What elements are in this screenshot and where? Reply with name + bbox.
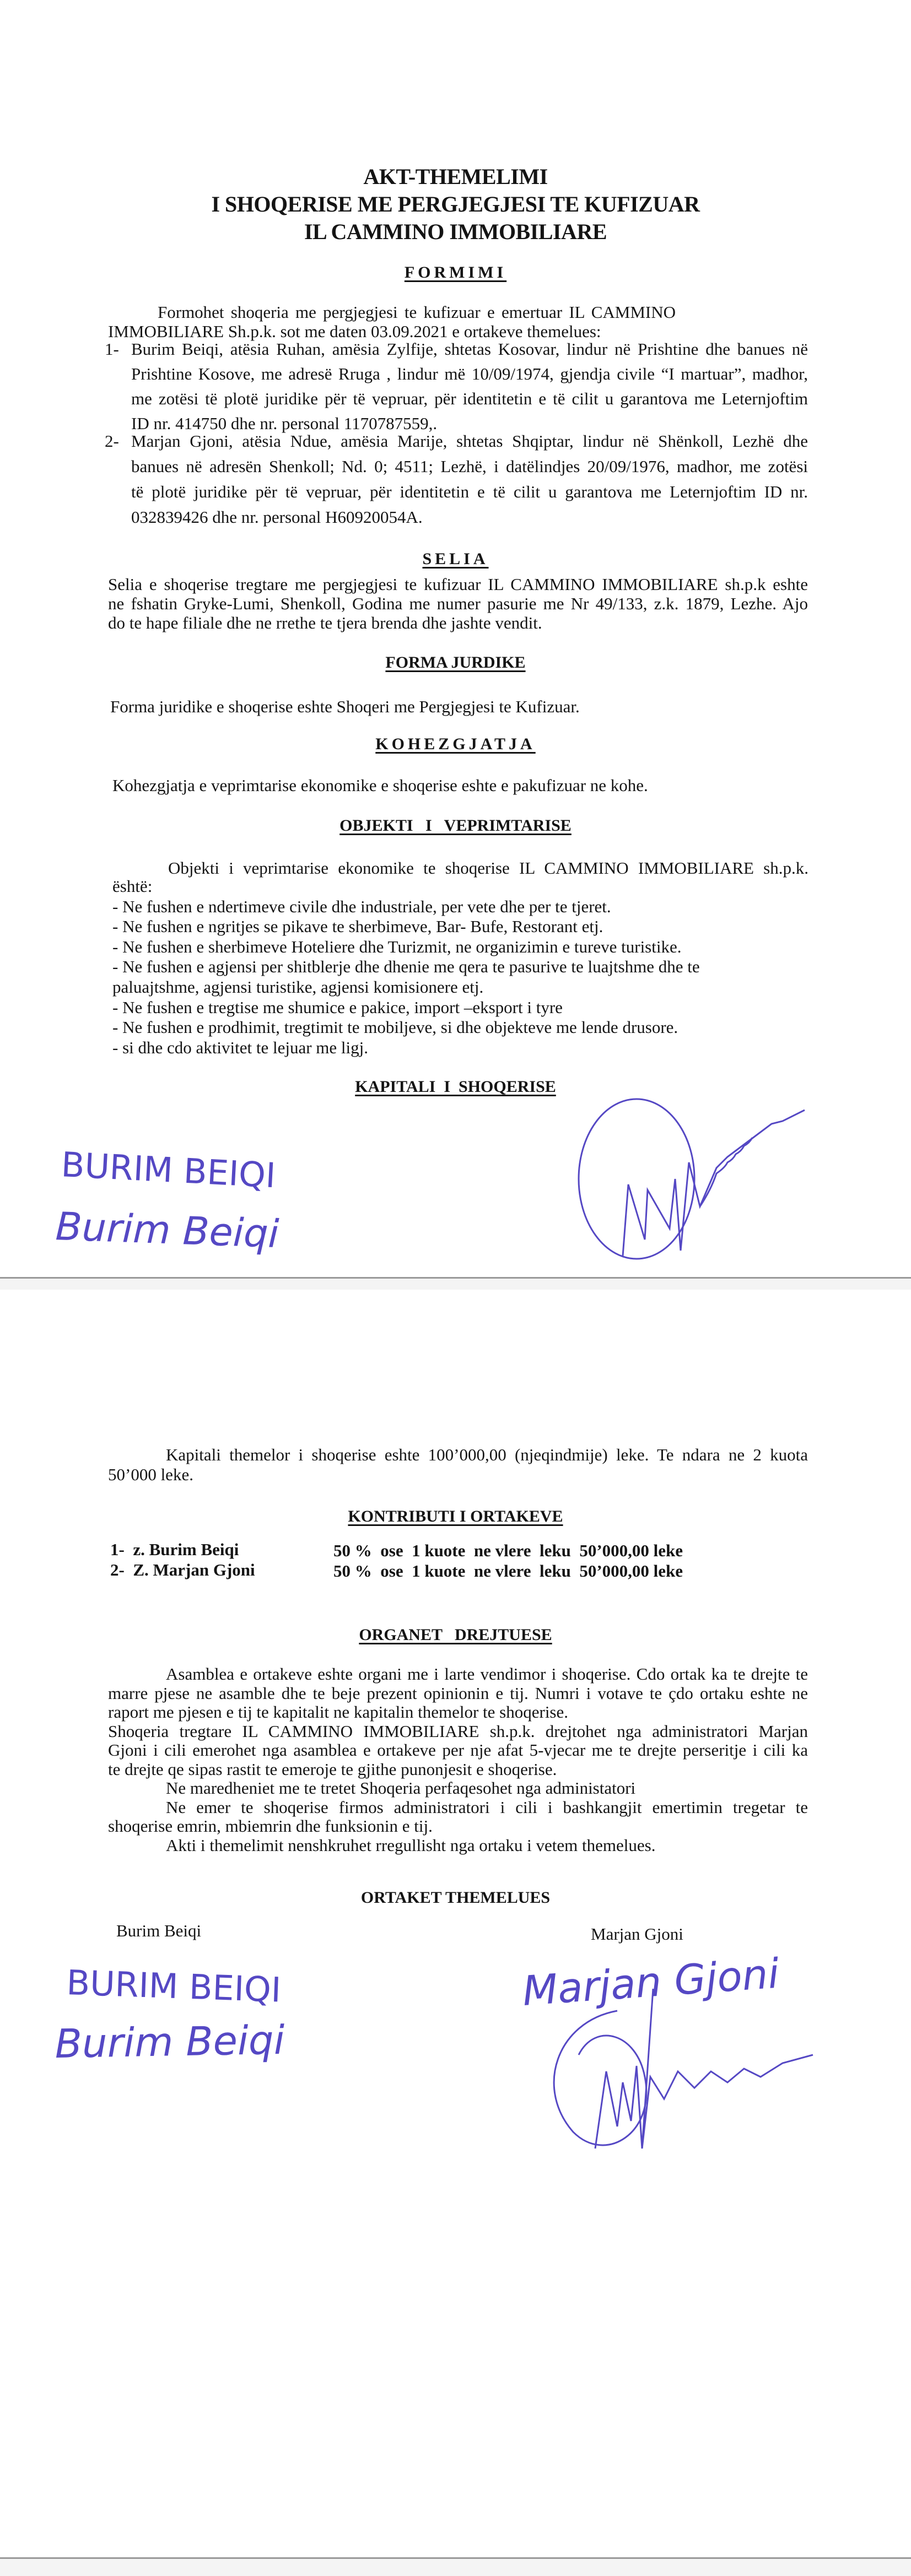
signature-text: Marjan Gjoni: [521, 1950, 781, 2015]
title-line: AKT-THEMELIMI: [363, 164, 548, 189]
text-line: ID nr. 414750 dhe nr. personal 1170787559,.: [131, 414, 438, 433]
contribution-name: 1- z. Burim Beiqi: [110, 1540, 239, 1559]
heading-text: SELIA: [422, 550, 489, 568]
text-line: IMMOBILIARE Sh.p.k. sot me daten 03.09.2021 e ortakeve themelues:: [108, 322, 601, 341]
selia-text: [108, 575, 808, 632]
text-line: Kapitali themelor i shoqerise eshte 100’000,00 (njeqindmije) leke. Te ndara ne 2 kuota: [166, 1445, 808, 1464]
heading-organet: [0, 1625, 911, 1645]
partner-number: 1-: [105, 339, 119, 359]
text-line: Formohet shoqeria me pergjegjesi te kufizuar e emertuar IL CAMMINO: [158, 302, 676, 322]
text-line: Shoqeria tregtare IL CAMMINO IMMOBILIARE sh.p.k. drejtohet nga administratori Marjan: [108, 1721, 808, 1741]
heading-text: KONTRIBUTI I ORTAKEVE: [348, 1507, 563, 1525]
formimi-intro: [108, 302, 676, 341]
signature-text: Burim Beiqi: [54, 2016, 285, 2067]
objekti-intro: [168, 858, 808, 878]
title-line: IL CAMMINO IMMOBILIARE: [304, 219, 607, 244]
heading-selia: [0, 549, 911, 569]
organet-text: [108, 1665, 808, 1855]
heading-kontributi: [0, 1507, 911, 1527]
text-line: 50’000 leke.: [108, 1465, 193, 1484]
heading-kapitali: [0, 1077, 911, 1097]
document-title: [0, 163, 911, 246]
text-line: - Ne fushen e prodhimit, tregtimit te mobiljeve, si dhe objekteve me lende drusore.: [112, 1018, 678, 1037]
text-line: raport me pjesen e tij te kapitalit ne kapitalin themelor te shoqerise.: [108, 1702, 569, 1722]
text-line: 032839426 dhe nr. personal H60920054A.: [131, 507, 423, 527]
heading-ortaket: [0, 1888, 911, 1908]
text-line: - Ne fushen e ngritjes se pikave te sherbimeve, Bar- Bufe, Restorant etj.: [112, 917, 603, 937]
contribution-name: 2- Z. Marjan Gjoni: [110, 1560, 255, 1579]
heading-formimi: [0, 263, 911, 283]
page-gap: [0, 1279, 911, 1290]
text-line: - Ne fushen e agjensi per shitblerje dhe dhenie me qera te pasurive te luajtshme dhe te: [112, 957, 700, 977]
text-line: është:: [112, 876, 153, 896]
page-1: [0, 0, 911, 1277]
signature-marjan-gjoni: [573, 1096, 816, 1262]
partner-1-details: [131, 337, 808, 436]
heading-text: ORTAKET THEMELUES: [360, 1888, 551, 1907]
text-line: marre pjese ne asamble dhe te beje prezent opinionin e tij. Numri i votave te çdo ortaku eshte ne: [108, 1683, 808, 1703]
signature-text: BURIM BEIQI: [66, 1962, 282, 2010]
signature-burim-beiqi: [55, 1124, 320, 1267]
contribution-share: 50 % ose 1 kuote ne vlere leku 50’000,00 leke: [333, 1561, 683, 1581]
signature-marjan-gjoni-2: [513, 1945, 838, 2154]
text-line: Gjoni i cili emerohet nga asamblea e ortakeve per nje afat 5-vjecar me te drejte perseritje i cili ka: [108, 1740, 808, 1760]
text-line: - Ne fushen e sherbimeve Hoteliere dhe Turizmit, ne organizimin e tureve turistike.: [112, 937, 682, 956]
signature-text: Burim Beiqi: [55, 1204, 280, 1257]
text-line: Ne emer te shoqerise firmos administratori i cili i bashkangjit emertimin tregetar te: [166, 1797, 808, 1817]
text-line: Ne maredheniet me te tretet Shoqeria perfaqesohet nga administatori: [166, 1778, 636, 1798]
text-line: Burim Beiqi, atësia Ruhan, amësia Zylfije, shtetas Kosovar, lindur në Prishtine dhe banues në: [131, 339, 808, 359]
page-gap: [0, 2559, 911, 2576]
text-line: Asamblea e ortakeve eshte organi me i larte vendimor i shoqerise. Cdo ortak ka te drejte te: [166, 1664, 808, 1684]
text-line: paluajtshme, agjensi turistike, agjensi komisionere etj.: [112, 977, 484, 997]
heading-objekti: [0, 816, 911, 836]
text-line: - si dhe cdo aktivitet te lejuar me ligj.: [112, 1037, 369, 1057]
heading-text: OBJEKTI I VEPRIMTARISE: [339, 816, 572, 835]
text-line: Akti i themelimit nenshkruhet rregullisht nga ortaku i vetem themelues.: [166, 1835, 656, 1855]
contribution-share: 50 % ose 1 kuote ne vlere leku 50’000,00 leke: [333, 1541, 683, 1560]
signature-burim-beiqi-2: [55, 1950, 342, 2082]
kapitali-text: [108, 1445, 808, 1485]
heading-forma-juridike: [0, 653, 911, 673]
forma-juridike-text: Forma juridike e shoqerise eshte Shoqeri me Pergjegjesi te Kufizuar.: [110, 697, 580, 716]
heading-text: KAPITALI I SHOQERISE: [355, 1078, 556, 1096]
signature-text: BURIM BEIQI: [60, 1144, 277, 1196]
title-line: I SHOQERISE ME PERGJEGJESI TE KUFIZUAR: [211, 192, 700, 217]
objekti-list: [112, 876, 779, 1058]
text-line: me zotësi të plotë juridike për të vepruar, për identitetin e të cilit u garantova me Leternjoftim: [131, 389, 808, 408]
text-line: Selia e shoqerise tregtare me pergjegjesi te kufizuar IL CAMMINO IMMOBILIARE sh.p.k eshte: [108, 575, 808, 594]
founder-name-right: Marjan Gjoni: [591, 1924, 683, 1944]
partner-2-details: [131, 429, 808, 530]
heading-text: KOHEZGJATJA: [375, 735, 536, 753]
text-line: Objekti i veprimtarise ekonomike te shoqerise IL CAMMINO IMMOBILIARE sh.p.k.: [168, 858, 808, 878]
text-line: ne fshatin Gryke-Lumi, Shenkoll, Godina me numer pasurie me Nr 49/133, z.k. 1879, Lezhe. Ajo: [108, 594, 808, 613]
partner-number: 2-: [105, 431, 119, 451]
heading-text: ORGANET DREJTUESE: [359, 1626, 552, 1644]
text-line: - Ne fushen e ndertimeve civile dhe industriale, per vete dhe per te tjeret.: [112, 896, 611, 916]
heading-text: FORMA JURDIKE: [385, 653, 526, 672]
text-line: shoqerise emrin, mbiemrin dhe funksionin e tij.: [108, 1816, 433, 1836]
text-line: - Ne fushen e tregtise me shumice e pakice, import –eksport i tyre: [112, 997, 563, 1017]
text-line: banues në adresën Shenkoll; Nd. 0; 4511; Lezhë, i datëlindjes 20/09/1976, madhor, me zotësi: [131, 457, 808, 476]
text-line: te drejte qe sipas rastit te emeroje te gjithe punonjesit e shoqerise.: [108, 1759, 557, 1779]
text-line: të plotë juridike për të vepruar, për identitetin e të cilit u garantova me Leternjoftim ID nr.: [131, 482, 808, 501]
text-line: do te hape filiale dhe ne rrethe te tjera brenda dhe jashte vendit.: [108, 613, 542, 632]
kohezgjatja-text: Kohezgjatja e veprimtarise ekonomike e shoqerise eshte e pakufizuar ne kohe.: [112, 776, 648, 795]
text-line: Marjan Gjoni, atësia Ndue, amësia Marije, shtetas Shqiptar, lindur në Shënkoll, Lezhë dhe: [131, 431, 808, 451]
text-line: Prishtine Kosove, me adresë Rruga , lindur më 10/09/1974, gjendja civile “I martuar”, madhor,: [131, 364, 808, 383]
heading-text: FORMIMI: [404, 263, 507, 282]
heading-kohezgjatja: [0, 734, 911, 754]
founder-name-left: Burim Beiqi: [116, 1921, 202, 1940]
